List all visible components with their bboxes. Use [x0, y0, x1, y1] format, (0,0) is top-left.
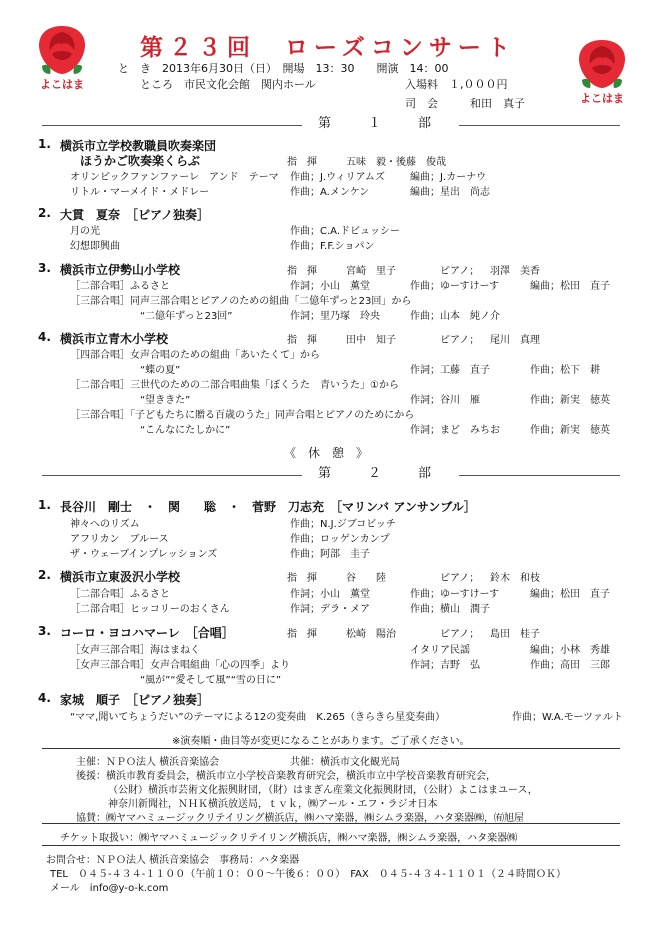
group-title: 長谷川 剛士 ・ 関 聡 ・ 菅野 刀志充 ［マリンバ アンサンブル］ — [60, 500, 476, 514]
song-title: 月の光 — [70, 226, 100, 237]
composer: 作曲；A.メンケン — [290, 187, 370, 198]
song-title: 幻想即興曲 — [70, 241, 120, 252]
composer: 作曲；ロッゲンカンプ — [290, 534, 390, 545]
song-title: “二億年ずっと23回” — [140, 311, 233, 322]
song-title: ［三部合唱］同声三部合唱とピアノのための組曲「二億年ずっと23回」から — [70, 296, 412, 307]
arranger: 編曲；松田 直子 — [530, 281, 610, 292]
song-title: ［三部合唱］「子どもたちに贈る百歳のうた」同声合唱とピアノのためにから — [70, 410, 415, 421]
support-line: （公財）横浜市芸術文化振興財団，（財）はまぎん産業文化振興財団，（公財）よこはまユース， — [108, 785, 538, 796]
pianist-name: 羽澤 美香 — [490, 266, 540, 277]
rose-logo-left — [22, 22, 102, 92]
song-title: “望ききた” — [140, 395, 191, 406]
conductor-label: 指 揮 — [287, 266, 317, 277]
rose-logo-right — [562, 36, 642, 106]
composer: 作曲；山本 純ノ介 — [410, 311, 500, 322]
admission-fee: 入場料 １,０００円 — [405, 78, 508, 91]
contact: お問合せ：ＮＰＯ法人 横浜音楽協会 事務局：ハタ楽器 — [46, 855, 300, 866]
ticket-outlets: チケット取扱い：㈱ヤマハミュージックリテイリング横浜店，㈱ハマ楽器，㈱シムラ楽器，ハタ楽器㈱ — [60, 833, 518, 844]
song-title: 神々へのリズム — [70, 519, 140, 530]
arranger: 編曲；小林 秀雄 — [530, 645, 610, 656]
part1-divider — [42, 116, 620, 131]
song-title: リトル・マーメイド・メドレー — [70, 187, 210, 198]
conductor-name: 谷 陸 — [346, 573, 386, 584]
group-title: 横浜市立学校教職員吹奏楽団 — [60, 139, 217, 153]
logo-text: よこはま — [580, 92, 624, 105]
support-line: 後援：横浜市教育委員会，横浜市立小学校音楽教育研究会，横浜市立中学校音楽教育研究会， — [76, 771, 496, 782]
group-subtitle: ほうかご吹奏楽くらぶ — [80, 154, 201, 168]
composer: 作曲；ゆーすけーす — [410, 589, 499, 600]
lyricist: 作詞；吉野 弘 — [410, 660, 480, 671]
pianist-name: 尾川 真理 — [490, 335, 540, 346]
logo-text: よこはま — [40, 78, 84, 91]
divider — [42, 823, 620, 824]
song-title: “こんなにたしかに” — [140, 425, 231, 436]
arranger: 編曲；松田 直子 — [530, 589, 610, 600]
group-number: 2. — [38, 206, 51, 220]
divider — [42, 748, 620, 749]
composer: 作曲；ゆーすけーす — [410, 281, 499, 292]
composer: 作曲；W.A.モーツァルト — [512, 712, 623, 723]
group-title: 横浜市立伊勢山小学校 — [60, 263, 181, 277]
lyricist: 作詞；工藤 直子 — [410, 365, 490, 376]
song-title: ［二部合唱］ふるさと — [70, 281, 170, 292]
cooperation: 協賛：㈱ヤマハミュージックリテイリング横浜店，㈱ハマ楽器，㈱シムラ楽器，ハタ楽器㈱，㈲旭屋 — [76, 813, 524, 824]
organizer: 主催：ＮＰＯ法人 横浜音楽協会 — [76, 757, 220, 768]
conductor-name: 五味 毅・後藤 俊哉 — [346, 157, 446, 168]
song-title: “蝶の夏” — [140, 365, 181, 376]
conductor-name: 宮崎 里子 — [346, 266, 396, 277]
conductor-name: 松崎 陽治 — [346, 629, 396, 640]
lyricist: 作詞；まど みちお — [410, 425, 500, 436]
group-title: 横浜市立青木小学校 — [60, 332, 169, 346]
pianist-label: ピアノ； — [440, 573, 480, 584]
composer: 作曲；高田 三郎 — [530, 660, 610, 671]
group-number: 3. — [38, 624, 51, 638]
lyricist: 作詞；谷川 雁 — [410, 395, 480, 406]
support-line: 神奈川新聞社，ＮＨＫ横浜放送局，ｔｖｋ，㈱アール・エフ・ラジオ日本 — [108, 799, 438, 810]
composer: 作曲；新実 徳英 — [530, 425, 610, 436]
song-title: ［四部合唱］女声合唱のための組曲「あいたくて」から — [70, 350, 320, 361]
song-title: オリンピックファンファーレ アンド テーマ — [70, 172, 279, 183]
song-title: ［二部合唱］ふるさと — [70, 589, 170, 600]
composer: 作曲；阿部 圭子 — [290, 549, 370, 560]
composer: 作曲；新実 徳英 — [530, 395, 610, 406]
group-number: 1. — [38, 137, 51, 151]
composer: 作曲；N.J.ジブコビッチ — [290, 519, 396, 530]
song-title: ［女声三部合唱］海はまねく — [70, 645, 200, 656]
lyricist: 作詞；デラ・メア — [290, 604, 370, 615]
group-number: 1. — [38, 498, 51, 512]
divider — [42, 845, 620, 846]
group-title: コーロ・ヨコハマーレ ［合唱］ — [60, 626, 234, 640]
conductor-label: 指 揮 — [287, 157, 317, 168]
part2-label: 第 ２ 部 — [302, 462, 459, 481]
song-title: ［女声三部合唱］女声合唱組曲「心の四季」より — [70, 660, 290, 671]
song-title: ［二部合唱］三世代のための二部合唱曲集「ぼくうた 青いうた」①から — [70, 380, 399, 391]
part1-label: 第 １ 部 — [302, 112, 459, 131]
co-host: 共催：横浜市文化観光局 — [290, 757, 400, 768]
pianist-name: 島田 桂子 — [490, 629, 540, 640]
pianist-label: ピアノ； — [440, 335, 480, 346]
phone-fax: TEL ０４５-４３４-１１００（午前１０：００～午後６：００） FAX ０４５-４３４-１１０１（２４時間ＯＫ） — [50, 869, 566, 880]
date-line: と き 2013年6月30日（日） 開場 13：30 開演 14：00 — [118, 62, 449, 75]
composer: 作曲；松下 耕 — [530, 365, 600, 376]
mc-label: 司 会 — [405, 97, 438, 110]
song-title: アフリカン ブルース — [70, 534, 169, 545]
group-number: 4. — [38, 330, 51, 344]
part2-divider — [42, 466, 620, 481]
rose-icon — [562, 36, 642, 94]
rose-icon — [22, 22, 102, 80]
email: メール info@y-o-k.com — [50, 883, 169, 894]
intermission-label: 《 休 憩 》 — [284, 446, 369, 460]
group-title: 大貫 夏奈 ［ピアノ独奏］ — [60, 208, 210, 222]
origin: イタリア民謡 — [410, 645, 470, 656]
pianist-name: 鈴木 和枝 — [490, 573, 540, 584]
change-notice: ※演奏順・曲目等が変更になることがあります。ご了承ください。 — [172, 736, 470, 747]
arranger: 編曲；J.カーナウ — [410, 172, 487, 183]
lyricist: 作詞；里乃塚 玲央 — [290, 311, 380, 322]
conductor-label: 指 揮 — [287, 629, 317, 640]
conductor-label: 指 揮 — [287, 573, 317, 584]
composer: 作曲；J.ウィリアムズ — [290, 172, 385, 183]
conductor-name: 田中 知子 — [346, 335, 396, 346]
composer: 作曲；C.A.ドビュッシー — [290, 226, 401, 237]
concert-title: 第２３回 ローズコンサート — [140, 35, 516, 61]
lyricist: 作詞；小山 薫堂 — [290, 589, 370, 600]
group-title: 家城 順子 ［ピアノ独奏］ — [60, 693, 210, 707]
group-number: 4. — [38, 691, 51, 705]
group-number: 3. — [38, 261, 51, 275]
pianist-label: ピアノ； — [440, 266, 480, 277]
song-title: ［二部合唱］ヒッコリーのおくさん — [70, 604, 230, 615]
pianist-label: ピアノ； — [440, 629, 480, 640]
mc-name: 和田 真子 — [470, 97, 525, 110]
conductor-label: 指 揮 — [287, 335, 317, 346]
venue-line: ところ 市民文化会館 関内ホール — [140, 78, 316, 91]
lyricist: 作詞；小山 薫堂 — [290, 281, 370, 292]
group-number: 2. — [38, 568, 51, 582]
composer: 作曲；F.F.ショパン — [290, 241, 375, 252]
song-title: “風が”“愛そして風”“雪の日に” — [140, 675, 282, 686]
composer: 作曲；横山 潤子 — [410, 604, 490, 615]
arranger: 編曲；星出 尚志 — [410, 187, 490, 198]
song-title: ザ・ウェーブインプレッションズ — [70, 549, 218, 560]
song-title: “ママ,聞いてちょうだい”のテーマによる12の変奏曲 K.265（きらきら星変奏曲） — [70, 712, 446, 723]
group-title: 横浜市立東汲沢小学校 — [60, 570, 181, 584]
